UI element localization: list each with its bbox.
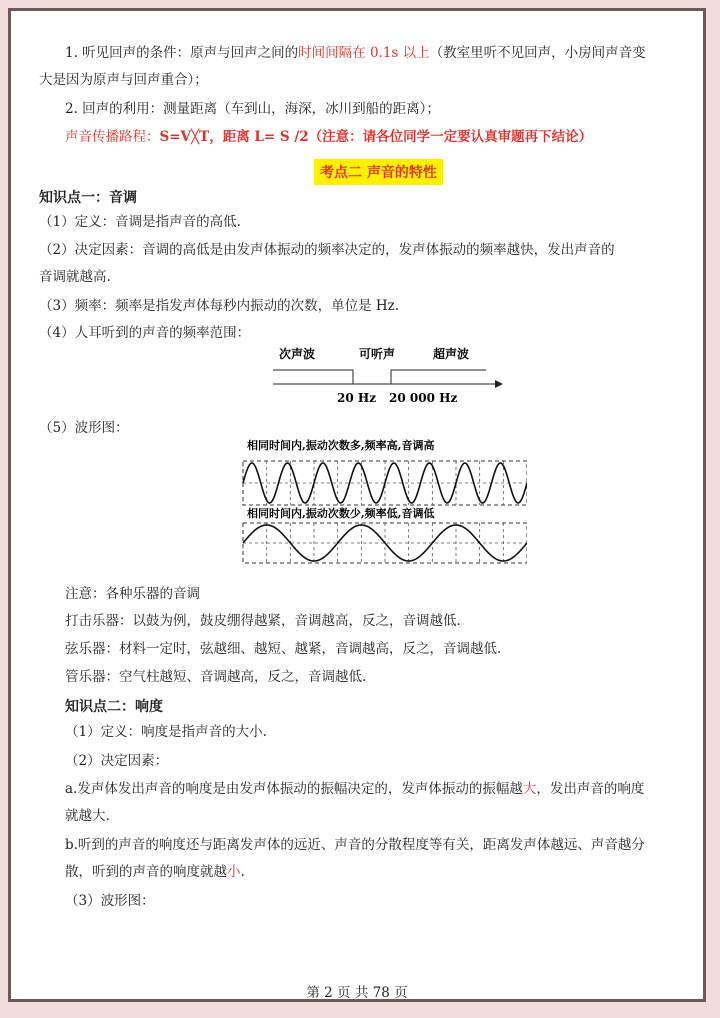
loudness-factor-a-suffix: ，发出声音的响度 xyxy=(536,781,645,797)
instrument-note: 注意：各种乐器的音调 xyxy=(65,586,200,602)
infrasound-bracket xyxy=(273,370,353,384)
loudness-factor-b-line-1: b.听到的声音的响度还与距离发声体的远近、声音的分散程度等有关，距离发声体越远、声音越分 xyxy=(65,837,645,853)
echo-condition-note: （教室里听不见回声，小房间声音变 xyxy=(429,45,646,61)
loudness-factor-a-line-1 xyxy=(65,777,644,797)
hearing-range-intro: （4）人耳听到的声音的频率范围： xyxy=(39,325,251,341)
section-title: 考点二 声音的特性 xyxy=(314,159,443,185)
echo-condition-line-2: 大是因为原声与回声重合）； xyxy=(39,72,208,88)
string-pitch: 弦乐器：材料一定时，弦越细、越短、越紧，音调越高，反之，音调越低. xyxy=(65,641,502,657)
echo-condition-text: 1. 听见回声的条件：原声与回声之间的 xyxy=(65,45,299,61)
frequency-range-diagram xyxy=(251,344,511,404)
ultrasound-label: 超声波 xyxy=(433,347,470,361)
percussion-pitch: 打击乐器：以鼓为例，鼓皮绷得越紧，音调越高，反之，音调越低. xyxy=(65,613,461,629)
loudness-factor-a-text: a.发声体发出声音的响度是由发声体振动的振幅决定的，发声体振动的振幅越 xyxy=(65,781,523,797)
high-frequency-caption: 相同时间内,振动次数多,频率高,音调高 xyxy=(247,439,435,452)
loudness-factor-b-text: 散，听到的声音的响度就越 xyxy=(65,864,227,880)
audible-label: 可听声 xyxy=(359,347,396,361)
pitch-waveform-diagram xyxy=(227,435,527,565)
ultrasound-bracket xyxy=(391,370,486,384)
sound-distance-formula: S=V╳T，距离 L= S /2（注意：请各位同学一定要认真审题再下结论） xyxy=(159,129,593,145)
waveform-intro: （5）波形图： xyxy=(39,420,129,436)
knowledge-point-1-heading: 知识点一：音调 xyxy=(39,190,137,206)
loudness-factor-a-highlight: 大 xyxy=(522,781,537,797)
frequency-definition: （3）频率：频率是指发声体每秒内振动的次数，单位是 Hz. xyxy=(39,298,400,314)
pitch-factor-line-2: 音调就越高. xyxy=(39,269,111,285)
high-limit-label: 20 000 Hz xyxy=(389,391,458,404)
sound-distance-label: 声音传播路程： xyxy=(65,129,160,145)
loudness-factor-b-highlight: 小 xyxy=(227,864,241,880)
sound-distance-line xyxy=(65,125,592,145)
loudness-factor-b-suffix: . xyxy=(240,864,245,880)
loudness-definition: （1）定义：响度是指声音的大小. xyxy=(65,724,267,740)
page-footer: 第 2 页 共 78 页 xyxy=(306,985,408,1001)
loudness-factor-a-line-2: 就越大. xyxy=(65,808,110,824)
page-frame xyxy=(8,8,706,1002)
echo-condition-highlight: 时间间隔在 0.1s 以上 xyxy=(298,45,430,61)
echo-condition-line xyxy=(65,41,646,61)
low-frequency-caption: 相同时间内,振动次数少,频率低,音调低 xyxy=(247,507,435,520)
knowledge-point-2-heading: 知识点二：响度 xyxy=(65,699,163,715)
pitch-definition: （1）定义：音调是指声音的高低. xyxy=(39,214,241,230)
loudness-factor-b-line-2 xyxy=(65,860,245,880)
loudness-waveform-intro: （3）波形图： xyxy=(65,893,155,909)
infrasound-label: 次声波 xyxy=(279,347,316,361)
wind-pitch: 管乐器：空气柱越短、音调越高，反之，音调越低. xyxy=(65,669,367,685)
low-limit-label: 20 Hz xyxy=(337,391,377,404)
page-content xyxy=(11,11,703,999)
frequency-axis-arrow xyxy=(495,380,503,388)
echo-usage-line: 2. 回声的利用：测量距离（车到山，海深，冰川到船的距离）； xyxy=(65,101,440,117)
loudness-factor-heading: （2）决定因素： xyxy=(65,753,169,769)
pitch-factor-line-1: （2）决定因素：音调的高低是由发声体振动的频率决定的，发声体振动的频率越快，发出声音的 xyxy=(39,242,615,258)
